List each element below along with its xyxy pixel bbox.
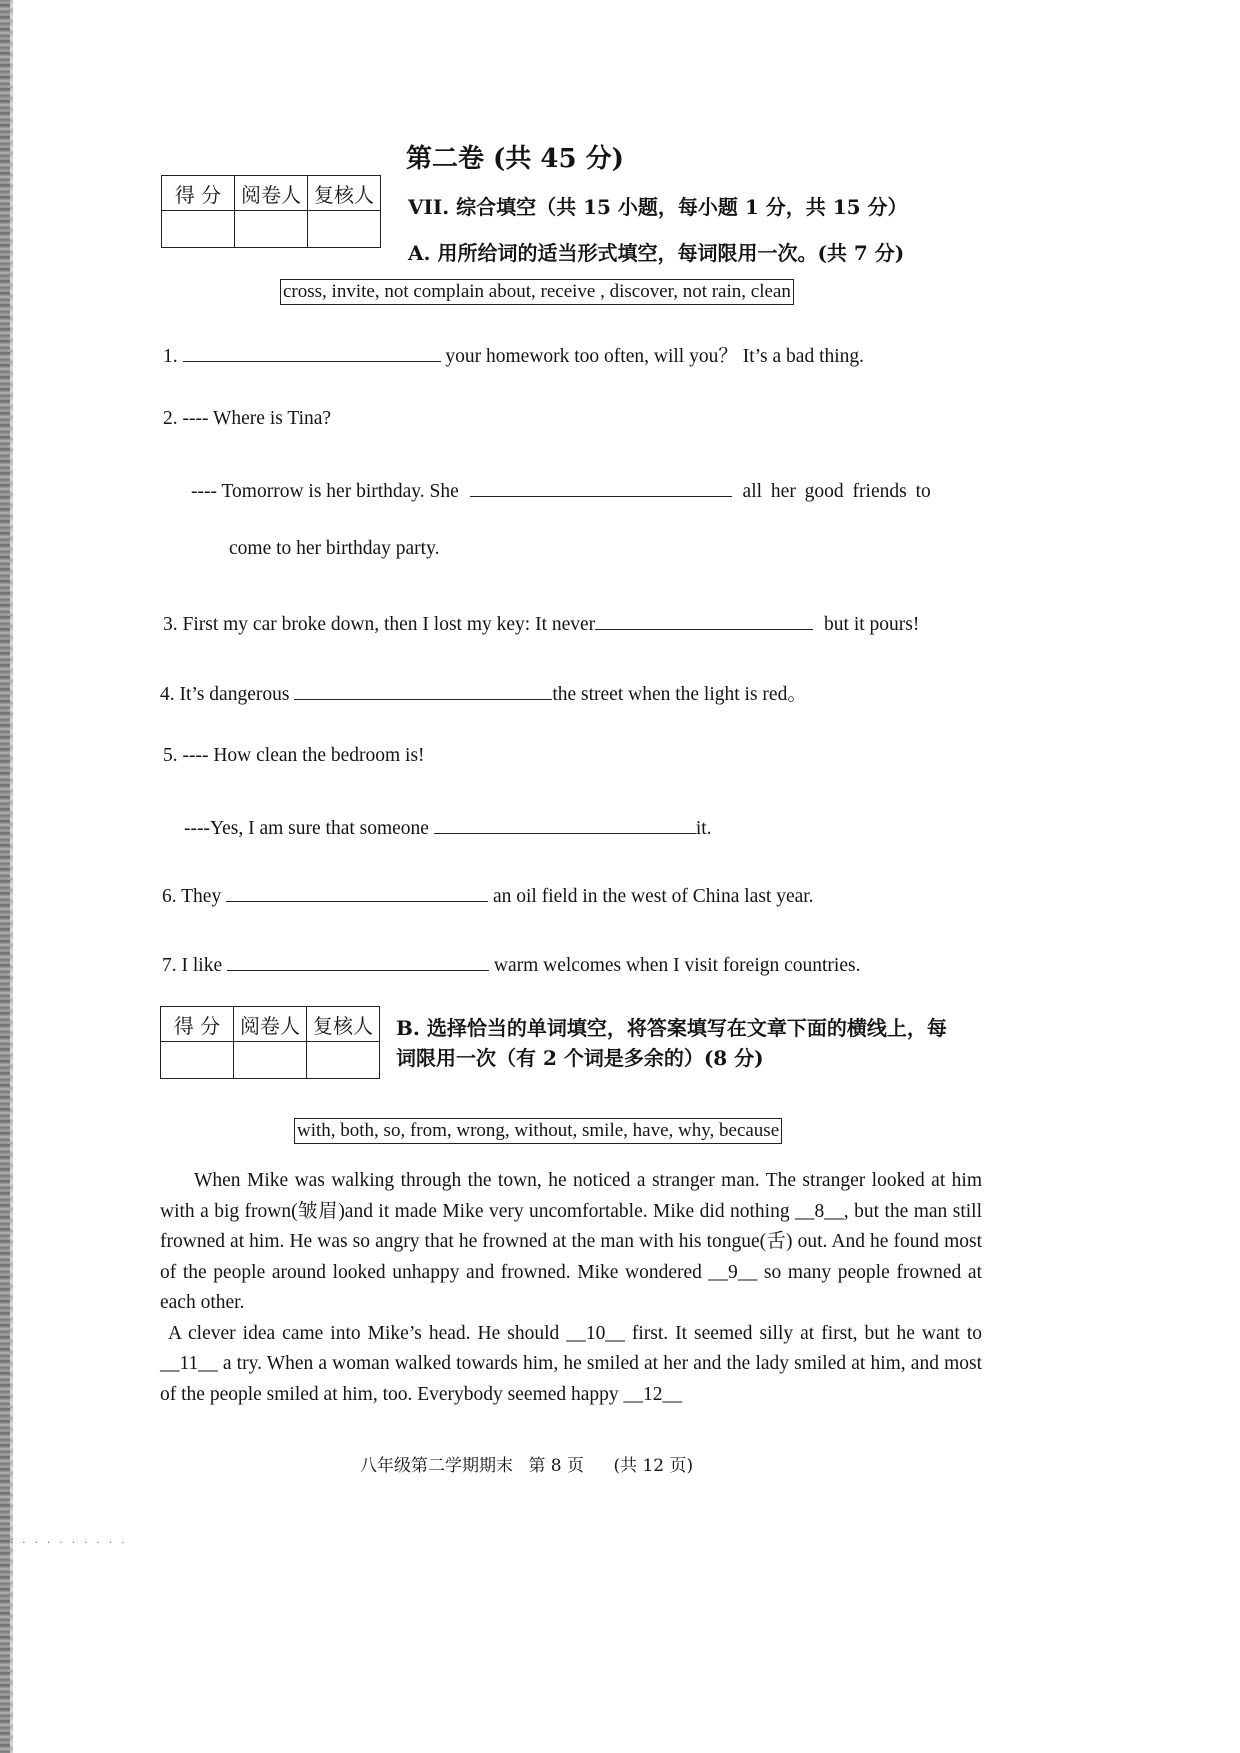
q7-answer-blank[interactable] bbox=[227, 952, 489, 971]
scan-edge-inner bbox=[10, 0, 13, 1753]
partB-instruction-line1: B. 选择恰当的单词填空，将答案填写在文章下面的横线上，每 bbox=[396, 1016, 947, 1040]
q6-answer-blank[interactable] bbox=[226, 883, 488, 902]
q5-answer-blank[interactable] bbox=[434, 815, 696, 834]
section-title: 第二卷 (共 45 分) bbox=[406, 144, 624, 174]
q4-answer-blank[interactable] bbox=[294, 681, 552, 700]
question-3 bbox=[163, 611, 919, 636]
q5-text-after: it. bbox=[695, 818, 712, 839]
score-table-1 bbox=[161, 175, 381, 248]
reviewer-cell[interactable] bbox=[307, 1042, 380, 1079]
partA-word-box: cross, invite, not complain about, receive , discover, not rain, clean bbox=[280, 279, 794, 305]
question-5-line1: 5. ---- How clean the bedroom is! bbox=[163, 745, 425, 766]
reviewer-header: 复核人 bbox=[308, 176, 381, 211]
grader-cell[interactable] bbox=[235, 211, 308, 248]
partA-instruction: A. 用所给词的适当形式填空，每词限用一次。(共 7 分) bbox=[408, 241, 905, 265]
q3-text-after: but it pours! bbox=[824, 614, 920, 635]
passage-paragraph-1: When Mike was walking through the town, he noticed a stranger man. The stranger looked at him with a big frown(皱眉)and it made Mike very uncomfortable. Mike did nothing __8__, but the man still frowned at him. He was so angry that he frowned at the man with his tongue(舌) out. And he found most of the people around looked unhappy and frowned. Mike wondered __9__ so many people frowned at each other. bbox=[160, 1170, 982, 1313]
q2-text-before: ---- Tomorrow is her birthday. She bbox=[191, 481, 459, 502]
q7-text-before: 7. I like bbox=[162, 955, 223, 976]
question-6 bbox=[162, 883, 814, 908]
question-2-line1: 2. ---- Where is Tina? bbox=[163, 408, 332, 429]
grader-cell[interactable] bbox=[234, 1042, 307, 1079]
footer-exam-name: 八年级第二学期期末 bbox=[360, 1456, 513, 1476]
q4-text-after: the street when the light is red。 bbox=[552, 684, 807, 705]
cloze-passage bbox=[160, 1166, 982, 1410]
question-2-line3: come to her birthday party. bbox=[229, 538, 440, 559]
score-table-2 bbox=[160, 1006, 380, 1079]
question-2-line2 bbox=[191, 478, 983, 503]
q5-text-before: ----Yes, I am sure that someone bbox=[184, 818, 429, 839]
question-1 bbox=[163, 340, 864, 368]
question-7 bbox=[162, 952, 860, 977]
passage-paragraph-2: A clever idea came into Mike’s head. He should __10__ first. It seemed silly at first, but he want to __11__ a try. When a woman walked towards him, he smiled at her and the lady smiled at him, and most of the people smiled at him, too. Everybody seemed happy __12__ bbox=[160, 1322, 982, 1405]
partB-instruction-line2: 词限用一次（有 2 个词是多余的）(8 分) bbox=[396, 1046, 764, 1070]
q7-text-after: warm welcomes when I visit foreign countries. bbox=[493, 955, 861, 976]
footer-total-pages: (共 12 页) bbox=[613, 1456, 694, 1476]
grader-header: 阅卷人 bbox=[235, 176, 308, 211]
score-header: 得 分 bbox=[162, 176, 235, 211]
q2-answer-blank[interactable] bbox=[470, 478, 732, 497]
q6-text-before: 6. They bbox=[162, 886, 222, 907]
q1-number: 1. bbox=[163, 346, 178, 367]
q4-text-before: 4. It’s dangerous bbox=[160, 684, 290, 705]
scan-artifact-dots: · · · · · · · · · · bbox=[10, 1538, 128, 1549]
q6-text-after: an oil field in the west of China last year. bbox=[492, 886, 814, 907]
grader-header: 阅卷人 bbox=[234, 1007, 307, 1042]
q1-text: your homework too often, will you？ It’s a bad thing. bbox=[445, 346, 865, 367]
scan-edge bbox=[0, 0, 10, 1753]
score-cell[interactable] bbox=[162, 211, 235, 248]
q3-text-before: 3. First my car broke down, then I lost my key: It never bbox=[163, 614, 596, 635]
footer-page-number: 第 8 页 bbox=[528, 1456, 585, 1476]
question-4 bbox=[160, 678, 807, 706]
reviewer-cell[interactable] bbox=[308, 211, 381, 248]
reviewer-header: 复核人 bbox=[307, 1007, 380, 1042]
part7-header: VII. 综合填空（共 15 小题，每小题 1 分，共 15 分） bbox=[408, 195, 908, 219]
score-cell[interactable] bbox=[161, 1042, 234, 1079]
q3-answer-blank[interactable] bbox=[595, 611, 813, 630]
question-5-line2 bbox=[184, 815, 712, 840]
page-footer bbox=[360, 1451, 703, 1476]
partB-word-box: with, both, so, from, wrong, without, smile, have, why, because bbox=[294, 1118, 782, 1144]
q1-answer-blank[interactable] bbox=[183, 343, 441, 362]
q2-text-after: all her good friends to bbox=[742, 481, 931, 502]
score-header: 得 分 bbox=[161, 1007, 234, 1042]
